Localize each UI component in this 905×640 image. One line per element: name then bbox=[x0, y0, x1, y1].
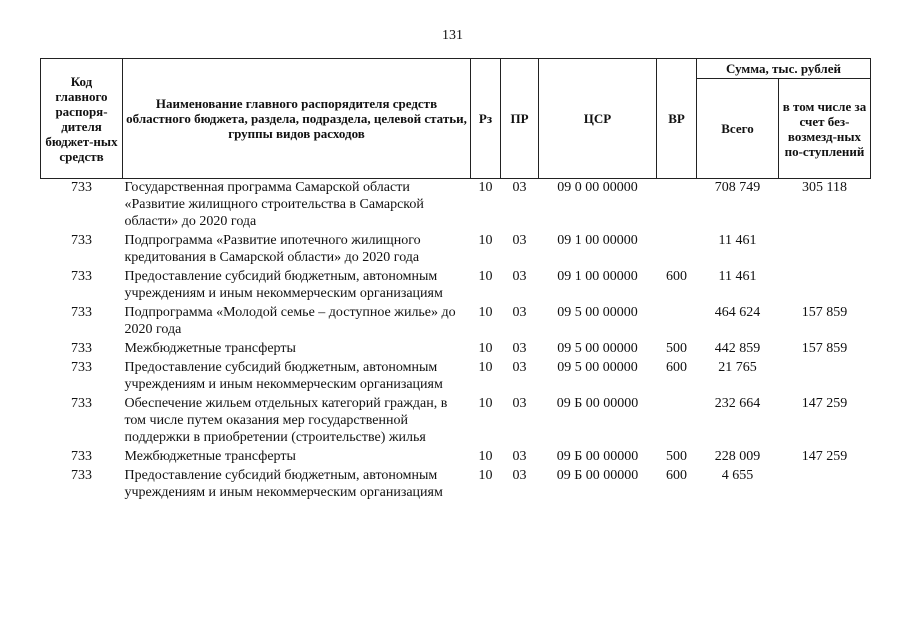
cell-rz: 10 bbox=[478, 305, 493, 320]
cell-vr bbox=[657, 395, 697, 448]
cell-free: 305 118 bbox=[802, 180, 847, 195]
cell-code: 733 bbox=[71, 449, 92, 464]
cell-name: Обеспечение жильем отдельных категорий граждан, в том числе путем оказания мер государственной поддержки в приобретении (строительстве) жилья bbox=[124, 396, 448, 445]
page-number: 131 bbox=[442, 28, 463, 43]
cell-csr: 09 5 00 00000 bbox=[557, 341, 638, 356]
cell-csr: 09 Б 00 00000 bbox=[556, 468, 639, 483]
header-vr: ВР bbox=[657, 59, 697, 179]
cell-name: Межбюджетные трансферты bbox=[124, 449, 296, 464]
budget-table bbox=[40, 58, 871, 503]
table-row bbox=[41, 359, 871, 395]
cell-pr: 03 bbox=[512, 233, 527, 248]
cell-name: Предоставление субсидий бюджетным, автономным учреждениям и иным некоммерческим организациям bbox=[124, 360, 443, 392]
cell-vr bbox=[657, 304, 697, 340]
cell-name: Предоставление субсидий бюджетным, автономным учреждениям и иным некоммерческим организациям bbox=[124, 468, 443, 500]
cell-total: 4 655 bbox=[721, 468, 754, 483]
cell-rz: 10 bbox=[478, 233, 493, 248]
cell-name: Межбюджетные трансферты bbox=[124, 341, 296, 356]
cell-name: Подпрограмма «Развитие ипотечного жилищного кредитования в Самарской области» до 2020 года bbox=[124, 233, 421, 265]
cell-code: 733 bbox=[71, 396, 92, 411]
cell-free: 147 259 bbox=[801, 449, 848, 464]
cell-total: 228 009 bbox=[714, 449, 761, 464]
cell-vr: 600 bbox=[666, 360, 687, 375]
cell-pr: 03 bbox=[512, 396, 527, 411]
cell-rz: 10 bbox=[478, 468, 493, 483]
cell-rz: 10 bbox=[478, 396, 493, 411]
header-free: в том числе за счет без-возмезд-ных по-ступлений bbox=[779, 79, 871, 179]
cell-code: 733 bbox=[71, 360, 92, 375]
cell-free bbox=[779, 359, 871, 395]
cell-vr bbox=[657, 232, 697, 268]
cell-pr: 03 bbox=[512, 341, 527, 356]
cell-pr: 03 bbox=[512, 269, 527, 284]
header-sum-group: Сумма, тыс. рублей bbox=[697, 59, 871, 79]
cell-code: 733 bbox=[71, 305, 92, 320]
cell-csr: 09 Б 00 00000 bbox=[556, 449, 639, 464]
cell-name: Предоставление субсидий бюджетным, автономным учреждениям и иным некоммерческим организациям bbox=[124, 269, 443, 301]
cell-code: 733 bbox=[71, 269, 92, 284]
cell-vr: 500 bbox=[666, 449, 687, 464]
table-body bbox=[41, 179, 871, 504]
table-row bbox=[41, 268, 871, 304]
cell-total: 708 749 bbox=[714, 180, 761, 195]
cell-rz: 10 bbox=[478, 449, 493, 464]
header-rz: Рз bbox=[471, 59, 501, 179]
cell-free bbox=[779, 467, 871, 503]
cell-rz: 10 bbox=[478, 360, 493, 375]
table-row bbox=[41, 395, 871, 448]
cell-csr: 09 1 00 00000 bbox=[557, 233, 638, 248]
table-row bbox=[41, 448, 871, 467]
cell-code: 733 bbox=[71, 233, 92, 248]
header-pr: ПР bbox=[501, 59, 539, 179]
cell-pr: 03 bbox=[512, 305, 527, 320]
cell-pr: 03 bbox=[512, 468, 527, 483]
cell-rz: 10 bbox=[478, 269, 493, 284]
cell-pr: 03 bbox=[512, 180, 527, 195]
table-row bbox=[41, 232, 871, 268]
cell-csr: 09 1 00 00000 bbox=[557, 269, 638, 284]
cell-csr: 09 Б 00 00000 bbox=[556, 396, 639, 411]
cell-free: 157 859 bbox=[801, 341, 848, 356]
header-name: Наименование главного распорядителя средств областного бюджета, раздела, подраздела, целевой статьи, группы видов расходов bbox=[123, 59, 471, 179]
cell-code: 733 bbox=[71, 341, 92, 356]
cell-total: 464 624 bbox=[714, 305, 761, 320]
cell-free bbox=[779, 268, 871, 304]
cell-pr: 03 bbox=[512, 449, 527, 464]
table-header bbox=[41, 59, 871, 179]
cell-name: Государственная программа Самарской области «Развитие жилищного строительства в Самарской области» до 2020 года bbox=[124, 180, 424, 229]
cell-free bbox=[779, 232, 871, 268]
cell-code: 733 bbox=[71, 468, 92, 483]
cell-code: 733 bbox=[71, 180, 92, 195]
table-row bbox=[41, 304, 871, 340]
cell-free: 147 259 bbox=[801, 396, 848, 411]
cell-vr: 500 bbox=[666, 341, 687, 356]
header-total: Всего bbox=[697, 79, 779, 179]
cell-free: 157 859 bbox=[801, 305, 848, 320]
cell-total: 11 461 bbox=[718, 269, 757, 284]
cell-rz: 10 bbox=[478, 180, 493, 195]
cell-vr bbox=[657, 179, 697, 233]
cell-csr: 09 5 00 00000 bbox=[557, 305, 638, 320]
cell-total: 442 859 bbox=[714, 341, 761, 356]
cell-csr: 09 0 00 00000 bbox=[557, 180, 638, 195]
header-csr: ЦСР bbox=[539, 59, 657, 179]
table-row bbox=[41, 340, 871, 359]
cell-total: 21 765 bbox=[718, 360, 757, 375]
cell-name: Подпрограмма «Молодой семье – доступное жилье» до 2020 года bbox=[124, 305, 456, 337]
cell-pr: 03 bbox=[512, 360, 527, 375]
cell-total: 11 461 bbox=[718, 233, 757, 248]
cell-csr: 09 5 00 00000 bbox=[557, 360, 638, 375]
table-row bbox=[41, 179, 871, 233]
cell-vr: 600 bbox=[666, 269, 687, 284]
cell-rz: 10 bbox=[478, 341, 493, 356]
table-row bbox=[41, 467, 871, 503]
header-code: Код главного распоря-дителя бюджет-ных средств bbox=[41, 59, 123, 179]
cell-vr: 600 bbox=[666, 468, 687, 483]
cell-total: 232 664 bbox=[714, 396, 761, 411]
